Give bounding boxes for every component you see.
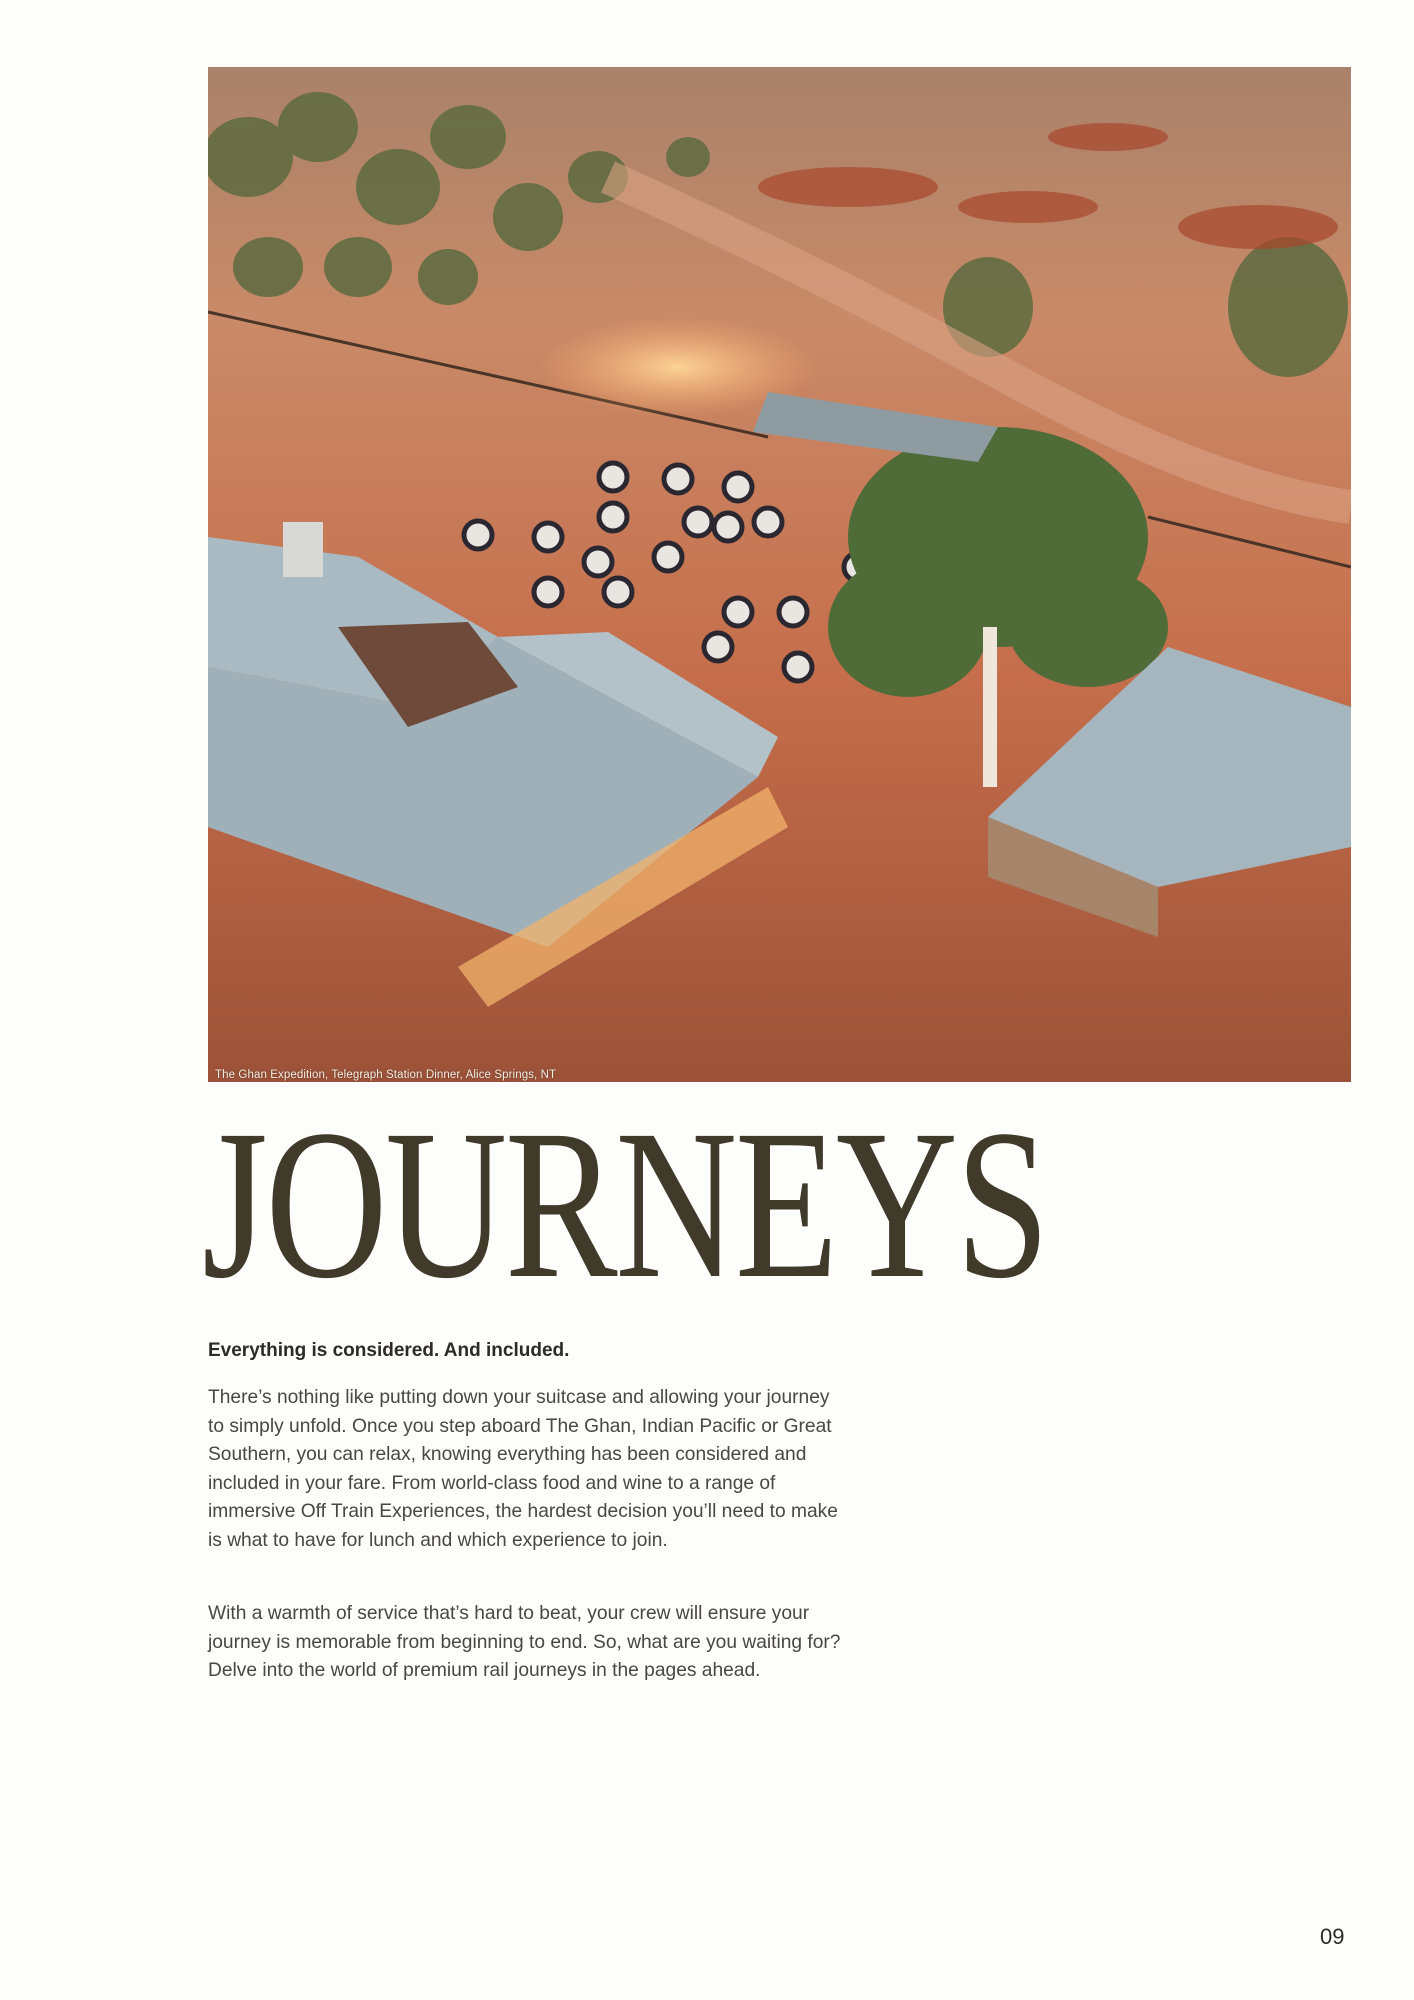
photo-aerial-dinner-scene (208, 67, 1351, 1082)
section-subheading: Everything is considered. And included. (208, 1340, 570, 1361)
page-number: 09 (1320, 1924, 1345, 1949)
page-title: JOURNEYS (202, 1086, 1048, 1323)
hero-photo (208, 67, 1351, 1082)
body-paragraph-1: There’s nothing like putting down your suitcase and allowing your journey to simply unfold. Once you step aboard The Ghan, Indian Pacific or Great Southern, you can relax, knowing everything has been considered and included in your fare. From world-class food and wine to a range of immersive Off Train Experiences, the hardest decision you’ll need to make is what to have for lunch and which experience to join. (208, 1387, 838, 1551)
body-paragraph-2: With a warmth of service that’s hard to beat, your crew will ensure your journey is memorable from beginning to end. So, what are you waiting for? Delve into the world of premium rail journeys in the pages ahead. (208, 1603, 841, 1681)
photo-caption: The Ghan Expedition, Telegraph Station Dinner, Alice Springs, NT (215, 1069, 557, 1081)
